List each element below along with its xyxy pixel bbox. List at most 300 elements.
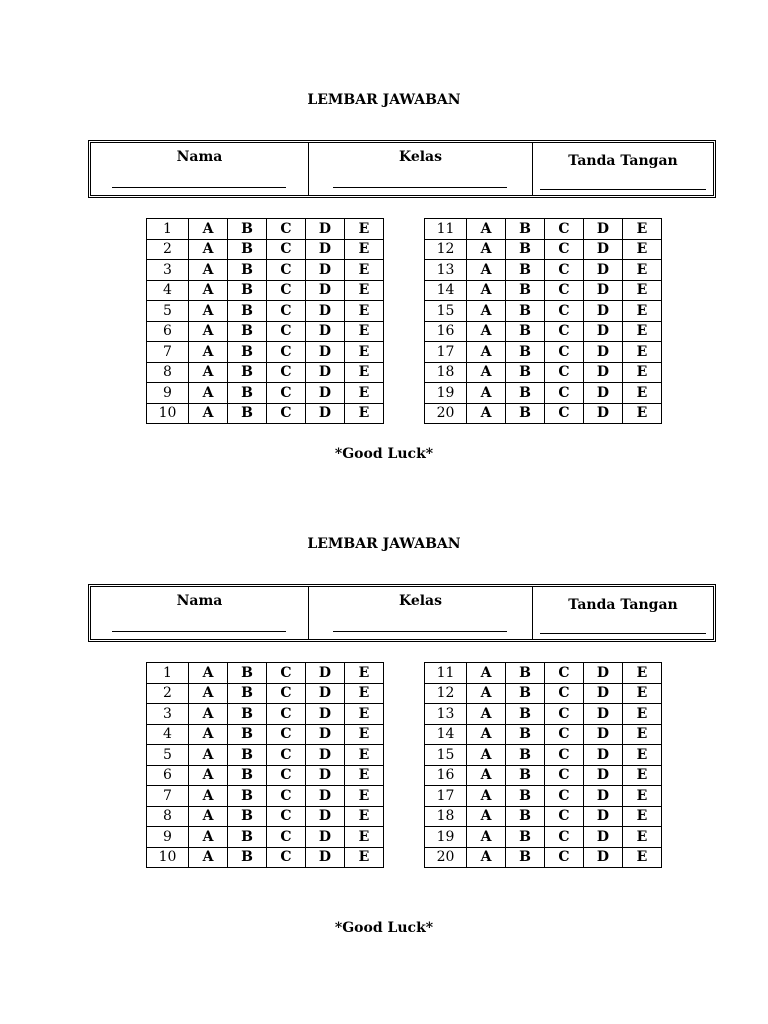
option-a[interactable]: A	[189, 663, 228, 684]
class-field[interactable]	[333, 631, 507, 632]
question-number: 15	[425, 301, 467, 322]
option-c[interactable]: C	[545, 847, 584, 868]
question-number: 9	[147, 383, 189, 404]
option-d[interactable]: D	[584, 280, 623, 301]
answer-sheet-1	[0, 90, 768, 540]
option-e[interactable]: E	[623, 260, 662, 281]
option-a[interactable]: A	[189, 219, 228, 240]
question-number: 17	[425, 342, 467, 363]
option-d[interactable]: D	[584, 663, 623, 684]
option-a[interactable]: A	[467, 362, 506, 383]
option-a[interactable]: A	[467, 786, 506, 807]
option-d[interactable]: D	[306, 663, 345, 684]
option-b[interactable]: B	[506, 745, 545, 766]
option-c[interactable]: C	[267, 786, 306, 807]
option-d[interactable]: D	[584, 403, 623, 424]
option-b[interactable]: B	[228, 403, 267, 424]
option-e[interactable]: E	[345, 765, 384, 786]
answer-row	[147, 827, 384, 848]
question-number: 14	[425, 280, 467, 301]
option-d[interactable]: D	[306, 847, 345, 868]
option-b[interactable]: B	[506, 280, 545, 301]
option-d[interactable]: D	[306, 827, 345, 848]
answer-row	[147, 383, 384, 404]
answer-row	[147, 847, 384, 868]
option-e[interactable]: E	[345, 383, 384, 404]
answer-row	[425, 827, 662, 848]
option-b[interactable]: B	[506, 383, 545, 404]
option-d[interactable]: D	[584, 806, 623, 827]
good-luck-text: *Good Luck*	[334, 920, 434, 936]
option-d[interactable]: D	[306, 403, 345, 424]
answer-row	[425, 704, 662, 725]
question-number: 13	[425, 260, 467, 281]
option-b[interactable]: B	[228, 704, 267, 725]
question-number: 19	[425, 383, 467, 404]
option-d[interactable]: D	[584, 745, 623, 766]
option-b[interactable]: B	[506, 342, 545, 363]
option-b[interactable]: B	[228, 260, 267, 281]
option-d[interactable]: D	[584, 683, 623, 704]
answer-row	[147, 219, 384, 240]
option-d[interactable]: D	[306, 342, 345, 363]
option-c[interactable]: C	[267, 362, 306, 383]
option-d[interactable]: D	[306, 765, 345, 786]
option-b[interactable]: B	[506, 683, 545, 704]
option-d[interactable]: D	[584, 827, 623, 848]
option-e[interactable]: E	[345, 786, 384, 807]
option-c[interactable]: C	[545, 806, 584, 827]
option-a[interactable]: A	[189, 683, 228, 704]
question-number: 13	[425, 704, 467, 725]
class-cell	[309, 587, 533, 639]
option-b[interactable]: B	[228, 786, 267, 807]
question-number: 3	[147, 704, 189, 725]
option-c[interactable]: C	[545, 683, 584, 704]
option-a[interactable]: A	[189, 704, 228, 725]
option-b[interactable]: B	[506, 362, 545, 383]
option-c[interactable]: C	[267, 403, 306, 424]
option-e[interactable]: E	[623, 301, 662, 322]
question-number: 1	[147, 663, 189, 684]
option-d[interactable]: D	[306, 321, 345, 342]
option-e[interactable]: E	[623, 383, 662, 404]
option-c[interactable]: C	[545, 663, 584, 684]
option-c[interactable]: C	[267, 765, 306, 786]
answer-row	[147, 280, 384, 301]
question-number: 6	[147, 321, 189, 342]
option-c[interactable]: C	[545, 786, 584, 807]
option-d[interactable]: D	[306, 383, 345, 404]
option-e[interactable]: E	[623, 765, 662, 786]
option-b[interactable]: B	[506, 663, 545, 684]
question-number: 8	[147, 362, 189, 383]
option-a[interactable]: A	[467, 765, 506, 786]
option-d[interactable]: D	[584, 724, 623, 745]
answer-grid-right	[424, 662, 662, 868]
option-a[interactable]: A	[467, 321, 506, 342]
option-e[interactable]: E	[623, 827, 662, 848]
option-d[interactable]: D	[584, 765, 623, 786]
answer-row	[147, 260, 384, 281]
option-a[interactable]: A	[189, 301, 228, 322]
question-number: 12	[425, 239, 467, 260]
option-a[interactable]: A	[467, 383, 506, 404]
answer-row	[147, 301, 384, 322]
signature-field[interactable]	[540, 189, 706, 190]
option-e[interactable]: E	[345, 239, 384, 260]
answer-row	[425, 342, 662, 363]
option-a[interactable]: A	[189, 321, 228, 342]
name-label: Nama	[176, 593, 223, 609]
answer-row	[425, 724, 662, 745]
option-c[interactable]: C	[267, 219, 306, 240]
question-number: 2	[147, 239, 189, 260]
option-d[interactable]: D	[584, 786, 623, 807]
option-b[interactable]: B	[228, 827, 267, 848]
question-number: 11	[425, 663, 467, 684]
option-c[interactable]: C	[267, 827, 306, 848]
answer-row	[147, 663, 384, 684]
option-a[interactable]: A	[467, 239, 506, 260]
question-number: 4	[147, 724, 189, 745]
option-d[interactable]: D	[306, 301, 345, 322]
answer-row	[147, 806, 384, 827]
question-number: 6	[147, 765, 189, 786]
option-a[interactable]: A	[189, 260, 228, 281]
option-e[interactable]: E	[623, 280, 662, 301]
good-luck-text: *Good Luck*	[334, 446, 434, 462]
option-b[interactable]: B	[228, 342, 267, 363]
option-a[interactable]: A	[189, 745, 228, 766]
option-c[interactable]: C	[267, 383, 306, 404]
question-number: 4	[147, 280, 189, 301]
option-d[interactable]: D	[306, 806, 345, 827]
option-a[interactable]: A	[467, 342, 506, 363]
question-number: 11	[425, 219, 467, 240]
option-e[interactable]: E	[345, 403, 384, 424]
question-number: 20	[425, 847, 467, 868]
option-a[interactable]: A	[189, 403, 228, 424]
option-e[interactable]: E	[345, 806, 384, 827]
option-e[interactable]: E	[623, 362, 662, 383]
option-c[interactable]: C	[545, 362, 584, 383]
option-b[interactable]: B	[228, 280, 267, 301]
option-a[interactable]: A	[467, 806, 506, 827]
option-c[interactable]: C	[545, 280, 584, 301]
answer-row	[425, 745, 662, 766]
option-d[interactable]: D	[584, 362, 623, 383]
question-number: 18	[425, 362, 467, 383]
option-e[interactable]: E	[623, 239, 662, 260]
option-b[interactable]: B	[506, 806, 545, 827]
option-e[interactable]: E	[623, 663, 662, 684]
option-b[interactable]: B	[506, 239, 545, 260]
question-number: 19	[425, 827, 467, 848]
option-d[interactable]: D	[306, 745, 345, 766]
option-c[interactable]: C	[267, 745, 306, 766]
answer-sheet-2	[0, 534, 768, 984]
option-b[interactable]: B	[228, 806, 267, 827]
option-d[interactable]: D	[584, 704, 623, 725]
answer-row	[147, 403, 384, 424]
option-c[interactable]: C	[267, 321, 306, 342]
class-label: Kelas	[398, 149, 443, 165]
option-c[interactable]: C	[545, 765, 584, 786]
option-c[interactable]: C	[545, 239, 584, 260]
answer-row	[425, 847, 662, 868]
option-e[interactable]: E	[345, 260, 384, 281]
option-c[interactable]: C	[545, 383, 584, 404]
option-a[interactable]: A	[189, 362, 228, 383]
option-a[interactable]: A	[467, 724, 506, 745]
option-a[interactable]: A	[467, 301, 506, 322]
question-number: 1	[147, 219, 189, 240]
option-d[interactable]: D	[306, 239, 345, 260]
answer-grid-left	[146, 662, 384, 868]
option-a[interactable]: A	[189, 342, 228, 363]
name-cell	[91, 143, 309, 195]
question-number: 7	[147, 342, 189, 363]
option-c[interactable]: C	[267, 847, 306, 868]
option-b[interactable]: B	[228, 321, 267, 342]
signature-label: Tanda Tangan	[568, 597, 678, 613]
option-d[interactable]: D	[584, 239, 623, 260]
option-a[interactable]: A	[189, 239, 228, 260]
option-d[interactable]: D	[584, 321, 623, 342]
option-c[interactable]: C	[545, 745, 584, 766]
option-a[interactable]: A	[189, 383, 228, 404]
answer-row	[425, 321, 662, 342]
option-b[interactable]: B	[228, 765, 267, 786]
option-b[interactable]: B	[228, 362, 267, 383]
option-d[interactable]: D	[584, 219, 623, 240]
answer-row	[425, 219, 662, 240]
option-e[interactable]: E	[345, 683, 384, 704]
answer-row	[425, 806, 662, 827]
option-e[interactable]: E	[345, 362, 384, 383]
question-number: 9	[147, 827, 189, 848]
option-b[interactable]: B	[506, 301, 545, 322]
signature-cell	[533, 587, 713, 639]
option-d[interactable]: D	[584, 847, 623, 868]
option-d[interactable]: D	[584, 260, 623, 281]
option-e[interactable]: E	[623, 342, 662, 363]
option-e[interactable]: E	[623, 724, 662, 745]
option-a[interactable]: A	[189, 765, 228, 786]
option-b[interactable]: B	[228, 239, 267, 260]
sheet-title: LEMBAR JAWABAN	[307, 536, 461, 552]
student-info-table	[88, 584, 716, 642]
option-e[interactable]: E	[623, 683, 662, 704]
answer-row	[147, 683, 384, 704]
option-c[interactable]: C	[545, 403, 584, 424]
option-a[interactable]: A	[467, 663, 506, 684]
option-c[interactable]: C	[545, 827, 584, 848]
option-b[interactable]: B	[228, 683, 267, 704]
option-b[interactable]: B	[228, 219, 267, 240]
option-a[interactable]: A	[467, 260, 506, 281]
answer-row	[425, 301, 662, 322]
option-c[interactable]: C	[267, 342, 306, 363]
question-number: 10	[147, 847, 189, 868]
answer-grid-left	[146, 218, 384, 424]
option-e[interactable]: E	[623, 786, 662, 807]
option-b[interactable]: B	[228, 663, 267, 684]
option-a[interactable]: A	[467, 280, 506, 301]
option-e[interactable]: E	[623, 847, 662, 868]
option-e[interactable]: E	[623, 745, 662, 766]
option-b[interactable]: B	[506, 827, 545, 848]
class-label: Kelas	[398, 593, 443, 609]
answer-grid-right	[424, 218, 662, 424]
option-b[interactable]: B	[506, 786, 545, 807]
sheet-title: LEMBAR JAWABAN	[307, 92, 461, 108]
option-b[interactable]: B	[506, 260, 545, 281]
option-c[interactable]: C	[267, 724, 306, 745]
option-a[interactable]: A	[189, 827, 228, 848]
option-c[interactable]: C	[545, 301, 584, 322]
answer-row	[147, 239, 384, 260]
option-e[interactable]: E	[345, 827, 384, 848]
option-a[interactable]: A	[189, 786, 228, 807]
option-a[interactable]: A	[467, 704, 506, 725]
student-info-table	[88, 140, 716, 198]
option-d[interactable]: D	[584, 383, 623, 404]
option-a[interactable]: A	[189, 280, 228, 301]
option-c[interactable]: C	[545, 704, 584, 725]
option-e[interactable]: E	[345, 704, 384, 725]
option-d[interactable]: D	[306, 219, 345, 240]
option-a[interactable]: A	[467, 683, 506, 704]
option-c[interactable]: C	[267, 806, 306, 827]
option-c[interactable]: C	[267, 301, 306, 322]
question-number: 16	[425, 321, 467, 342]
option-c[interactable]: C	[267, 683, 306, 704]
answer-row	[425, 786, 662, 807]
option-b[interactable]: B	[228, 847, 267, 868]
option-a[interactable]: A	[189, 847, 228, 868]
option-e[interactable]: E	[345, 342, 384, 363]
answer-row	[147, 786, 384, 807]
option-c[interactable]: C	[545, 724, 584, 745]
option-b[interactable]: B	[506, 704, 545, 725]
name-field[interactable]	[112, 631, 286, 632]
answer-row	[147, 765, 384, 786]
option-b[interactable]: B	[228, 745, 267, 766]
option-c[interactable]: C	[267, 704, 306, 725]
option-e[interactable]: E	[345, 663, 384, 684]
option-c[interactable]: C	[267, 239, 306, 260]
signature-cell	[533, 143, 713, 195]
option-d[interactable]: D	[584, 342, 623, 363]
option-b[interactable]: B	[506, 765, 545, 786]
answer-row	[425, 280, 662, 301]
option-d[interactable]: D	[306, 724, 345, 745]
answer-row	[425, 765, 662, 786]
question-number: 10	[147, 403, 189, 424]
answer-row	[147, 342, 384, 363]
option-c[interactable]: C	[267, 280, 306, 301]
option-b[interactable]: B	[228, 383, 267, 404]
option-c[interactable]: C	[267, 663, 306, 684]
option-e[interactable]: E	[623, 219, 662, 240]
answer-row	[425, 362, 662, 383]
option-b[interactable]: B	[506, 321, 545, 342]
option-d[interactable]: D	[306, 683, 345, 704]
option-a[interactable]: A	[189, 806, 228, 827]
option-c[interactable]: C	[545, 321, 584, 342]
question-number: 5	[147, 301, 189, 322]
option-b[interactable]: B	[506, 847, 545, 868]
question-number: 5	[147, 745, 189, 766]
class-field[interactable]	[333, 187, 507, 188]
question-number: 18	[425, 806, 467, 827]
answer-row	[147, 745, 384, 766]
option-e[interactable]: E	[623, 806, 662, 827]
answer-row	[425, 260, 662, 281]
option-a[interactable]: A	[189, 724, 228, 745]
option-d[interactable]: D	[306, 786, 345, 807]
option-a[interactable]: A	[467, 219, 506, 240]
option-d[interactable]: D	[584, 301, 623, 322]
option-c[interactable]: C	[545, 260, 584, 281]
option-d[interactable]: D	[306, 704, 345, 725]
question-number: 8	[147, 806, 189, 827]
question-number: 16	[425, 765, 467, 786]
question-number: 12	[425, 683, 467, 704]
option-b[interactable]: B	[506, 403, 545, 424]
question-number: 7	[147, 786, 189, 807]
name-field[interactable]	[112, 187, 286, 188]
answer-row	[147, 321, 384, 342]
class-cell	[309, 143, 533, 195]
name-cell	[91, 587, 309, 639]
option-e[interactable]: E	[623, 403, 662, 424]
option-e[interactable]: E	[345, 847, 384, 868]
option-c[interactable]: C	[545, 219, 584, 240]
option-e[interactable]: E	[345, 301, 384, 322]
option-c[interactable]: C	[545, 342, 584, 363]
option-a[interactable]: A	[467, 403, 506, 424]
option-e[interactable]: E	[345, 280, 384, 301]
option-d[interactable]: D	[306, 260, 345, 281]
option-c[interactable]: C	[267, 260, 306, 281]
option-b[interactable]: B	[228, 301, 267, 322]
option-e[interactable]: E	[623, 321, 662, 342]
option-d[interactable]: D	[306, 362, 345, 383]
option-e[interactable]: E	[345, 219, 384, 240]
option-b[interactable]: B	[228, 724, 267, 745]
option-e[interactable]: E	[345, 745, 384, 766]
option-a[interactable]: A	[467, 827, 506, 848]
name-label: Nama	[176, 149, 223, 165]
option-a[interactable]: A	[467, 745, 506, 766]
option-e[interactable]: E	[623, 704, 662, 725]
option-b[interactable]: B	[506, 219, 545, 240]
signature-label: Tanda Tangan	[568, 153, 678, 169]
question-number: 15	[425, 745, 467, 766]
option-a[interactable]: A	[467, 847, 506, 868]
signature-field[interactable]	[540, 633, 706, 634]
question-number: 14	[425, 724, 467, 745]
answer-row	[425, 683, 662, 704]
option-e[interactable]: E	[345, 321, 384, 342]
option-d[interactable]: D	[306, 280, 345, 301]
option-e[interactable]: E	[345, 724, 384, 745]
option-b[interactable]: B	[506, 724, 545, 745]
question-number: 17	[425, 786, 467, 807]
